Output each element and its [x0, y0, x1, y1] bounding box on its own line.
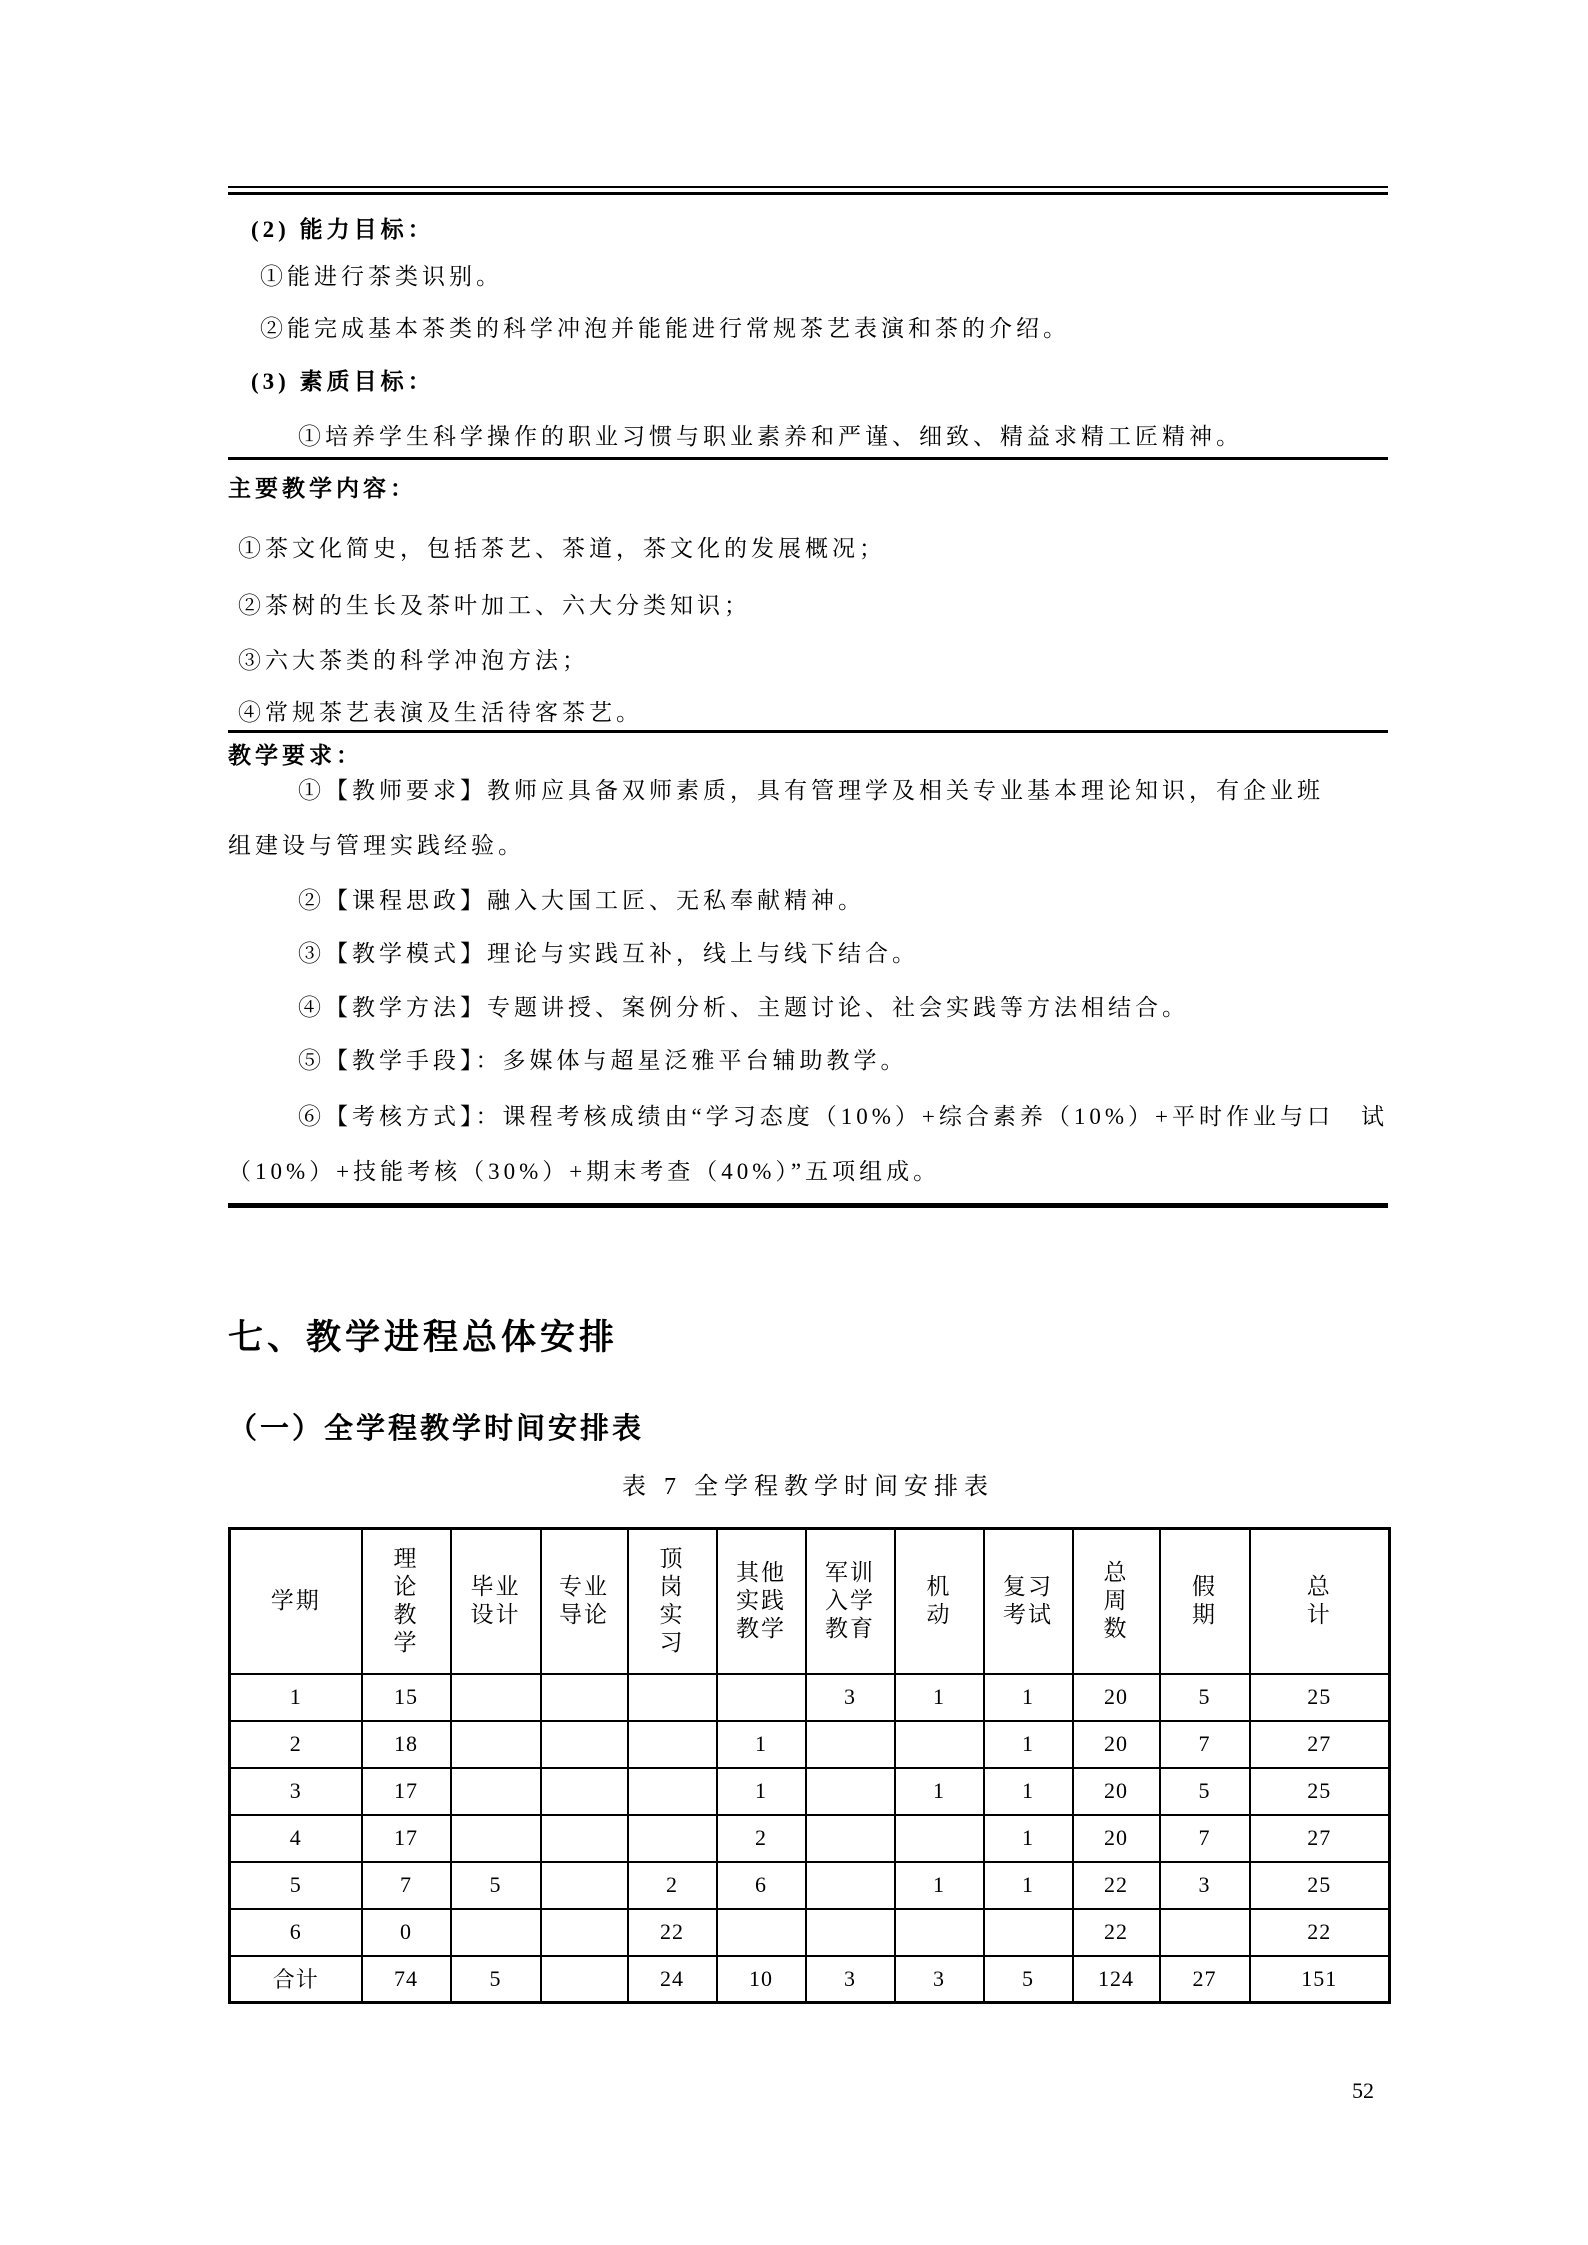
table-cell: 151: [1250, 1956, 1390, 2003]
table-cell: [541, 1909, 628, 1956]
requirement-line: ③【教学模式】理论与实践互补，线上与线下结合。: [298, 941, 919, 966]
table-cell: 2: [230, 1721, 362, 1768]
table-cell: [541, 1956, 628, 2003]
table-cell: [806, 1909, 895, 1956]
table-cell: 1: [895, 1768, 984, 1815]
table-cell: 1: [717, 1768, 806, 1815]
table-cell: 2: [717, 1815, 806, 1862]
table-cell: 25: [1250, 1862, 1390, 1909]
table-cell: 24: [628, 1956, 717, 2003]
subsection-heading: （一）全学程教学时间安排表: [228, 1413, 645, 1445]
table-cell: 17: [362, 1815, 451, 1862]
schedule-table-body: [230, 1674, 1390, 2003]
teaching-requirement-heading: 教学要求：: [228, 743, 363, 768]
table-cell: 6: [717, 1862, 806, 1909]
table-row: [230, 1909, 1390, 1956]
teaching-content-item: ①茶文化简史，包括茶艺、茶道，茶文化的发展概况；: [238, 536, 886, 561]
table-cell: [717, 1909, 806, 1956]
table-cell: 7: [1160, 1815, 1250, 1862]
requirement-line: ②【课程思政】融入大国工匠、无私奉献精神。: [298, 888, 865, 913]
table-header-cell: 顶 岗 实 习: [628, 1529, 717, 1674]
table-row: [230, 1674, 1390, 1721]
table-cell: 5: [230, 1862, 362, 1909]
table-cell: 27: [1160, 1956, 1250, 2003]
requirement-line: 组建设与管理实践经验。: [228, 833, 525, 858]
table-row: [230, 1721, 1390, 1768]
table-header-cell: 总 计: [1250, 1529, 1390, 1674]
table-cell: [541, 1674, 628, 1721]
table-cell: [806, 1862, 895, 1909]
section-end-rule: [228, 1203, 1388, 1208]
table-header-cell: 专业 导论: [541, 1529, 628, 1674]
table-cell: [628, 1815, 717, 1862]
table-cell: [628, 1674, 717, 1721]
table-cell: 4: [230, 1815, 362, 1862]
table-cell: 1: [230, 1674, 362, 1721]
table-header-cell: 毕业 设计: [451, 1529, 541, 1674]
table-cell: 20: [1073, 1815, 1160, 1862]
table-cell: 3: [230, 1768, 362, 1815]
schedule-table: [228, 1527, 1391, 2004]
table-cell: 3: [1160, 1862, 1250, 1909]
table-cell: 5: [451, 1862, 541, 1909]
table-cell: 18: [362, 1721, 451, 1768]
table-cell: [895, 1721, 984, 1768]
teaching-content-item: ②茶树的生长及茶叶加工、六大分类知识；: [238, 593, 751, 618]
table-cell: 20: [1073, 1721, 1160, 1768]
table-cell: [1160, 1909, 1250, 1956]
table-cell: [451, 1768, 541, 1815]
table-cell: 1: [895, 1862, 984, 1909]
table-cell: 1: [984, 1862, 1073, 1909]
table-cell: 0: [362, 1909, 451, 1956]
table-cell: [717, 1674, 806, 1721]
table-cell: 1: [895, 1674, 984, 1721]
table-cell: 22: [1073, 1862, 1160, 1909]
table-cell: [628, 1768, 717, 1815]
table-caption: 表 7 全学程教学时间安排表: [622, 1474, 994, 1500]
requirement-line: ⑥【考核方式】：课程考核成绩由“学习态度（10%）+综合素养（10%）+平时作业与口 试: [298, 1104, 1388, 1129]
table-cell: 3: [806, 1674, 895, 1721]
table-cell: 5: [1160, 1768, 1250, 1815]
table-cell: 3: [806, 1956, 895, 2003]
table-cell: 7: [1160, 1721, 1250, 1768]
table-cell: 22: [1250, 1909, 1390, 1956]
requirement-line: ⑤【教学手段】：多媒体与超星泛雅平台辅助教学。: [298, 1048, 908, 1073]
table-cell: 27: [1250, 1721, 1390, 1768]
table-cell: 10: [717, 1956, 806, 2003]
table-cell: [895, 1815, 984, 1862]
top-double-rule: [228, 186, 1388, 195]
table-header-cell: 总 周 数: [1073, 1529, 1160, 1674]
section-rule: [228, 730, 1388, 733]
teaching-content-item: ③六大茶类的科学冲泡方法；: [238, 648, 589, 673]
table-cell: 22: [628, 1909, 717, 1956]
table-cell: 7: [362, 1862, 451, 1909]
table-cell: 5: [984, 1956, 1073, 2003]
page-number: 52: [1352, 2078, 1374, 2103]
table-cell: 25: [1250, 1674, 1390, 1721]
table-cell: [451, 1815, 541, 1862]
table-cell: [806, 1768, 895, 1815]
table-cell: 5: [1160, 1674, 1250, 1721]
table-cell: 20: [1073, 1674, 1160, 1721]
table-cell: 20: [1073, 1768, 1160, 1815]
ability-item: ②能完成基本茶类的科学冲泡并能能进行常规茶艺表演和茶的介绍。: [260, 316, 1070, 341]
table-row: [230, 1815, 1390, 1862]
table-cell: 6: [230, 1909, 362, 1956]
ability-goal-heading: (2) 能力目标：: [251, 217, 435, 242]
table-cell: 22: [1073, 1909, 1160, 1956]
table-header-cell: 假 期: [1160, 1529, 1250, 1674]
table-cell: 15: [362, 1674, 451, 1721]
table-cell: [806, 1721, 895, 1768]
table-cell: 合计: [230, 1956, 362, 2003]
table-cell: 1: [984, 1721, 1073, 1768]
table-row: [230, 1768, 1390, 1815]
ability-item: ①能进行茶类识别。: [260, 264, 503, 289]
table-cell: 2: [628, 1862, 717, 1909]
table-header-cell: 复习 考试: [984, 1529, 1073, 1674]
table-cell: [541, 1862, 628, 1909]
table-cell: 3: [895, 1956, 984, 2003]
table-header-cell: 学期: [230, 1529, 362, 1674]
table-cell: [984, 1909, 1073, 1956]
table-cell: [541, 1815, 628, 1862]
table-cell: 74: [362, 1956, 451, 2003]
quality-goal-heading: (3) 素质目标：: [251, 369, 435, 394]
section-rule: [228, 457, 1388, 460]
table-cell: 1: [717, 1721, 806, 1768]
table-cell: 5: [451, 1956, 541, 2003]
table-cell: [541, 1721, 628, 1768]
table-header-cell: 其他 实践 教学: [717, 1529, 806, 1674]
quality-item: ①培养学生科学操作的职业习惯与职业素养和严谨、细致、精益求精工匠精神。: [298, 424, 1243, 449]
table-cell: 27: [1250, 1815, 1390, 1862]
requirement-line: ①【教师要求】教师应具备双师素质，具有管理学及相关专业基本理论知识，有企业班: [298, 778, 1324, 803]
table-cell: 124: [1073, 1956, 1160, 2003]
table-header-cell: 理 论 教 学: [362, 1529, 451, 1674]
teaching-content-heading: 主要教学内容：: [228, 476, 417, 501]
table-cell: [451, 1674, 541, 1721]
table-cell: 1: [984, 1815, 1073, 1862]
table-cell: [451, 1909, 541, 1956]
table-cell: [628, 1721, 717, 1768]
table-header-cell: 军训 入学 教育: [806, 1529, 895, 1674]
chapter-heading: 七、教学进程总体安排: [228, 1318, 619, 1357]
table-row: [230, 1956, 1390, 2003]
requirement-line: ④【教学方法】专题讲授、案例分析、主题讨论、社会实践等方法相结合。: [298, 995, 1189, 1020]
requirement-line: （10%）+技能考核（30%）+期末考查（40%）”五项组成。: [228, 1159, 941, 1184]
table-cell: 1: [984, 1674, 1073, 1721]
table-cell: 1: [984, 1768, 1073, 1815]
table-cell: [895, 1909, 984, 1956]
table-cell: 17: [362, 1768, 451, 1815]
table-header-cell: 机 动: [895, 1529, 984, 1674]
teaching-content-item: ④常规茶艺表演及生活待客茶艺。: [238, 700, 643, 725]
table-cell: [806, 1815, 895, 1862]
table-cell: [451, 1721, 541, 1768]
table-header-row: [230, 1529, 1390, 1674]
table-row: [230, 1862, 1390, 1909]
table-cell: [541, 1768, 628, 1815]
table-cell: 25: [1250, 1768, 1390, 1815]
